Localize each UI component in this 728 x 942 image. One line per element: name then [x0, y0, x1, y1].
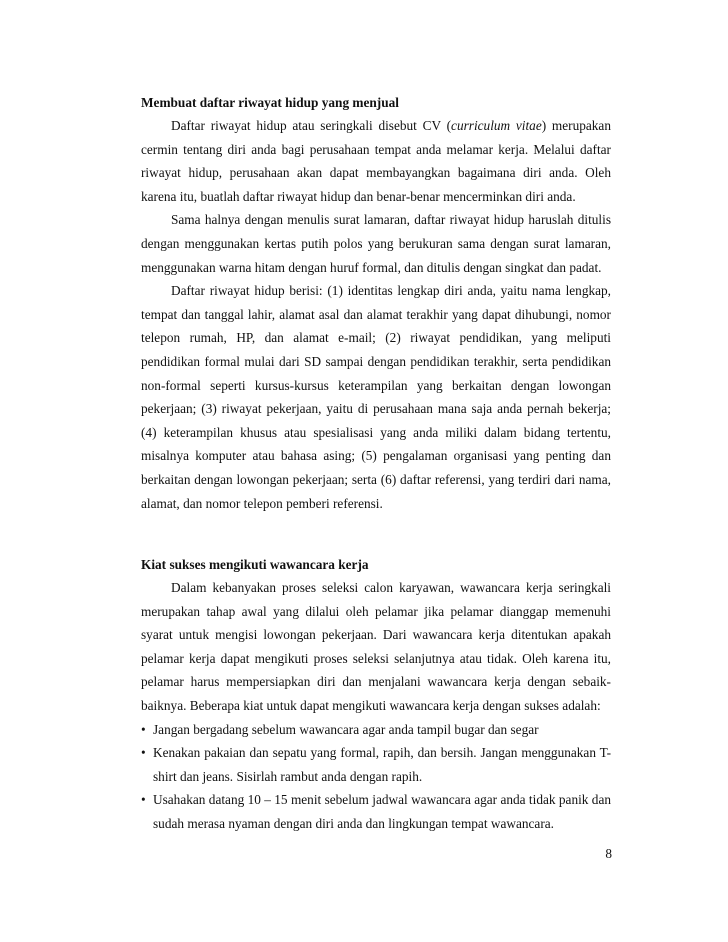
list-item	[141, 788, 611, 835]
italic-term: curriculum vitae	[451, 118, 542, 133]
section-heading-cv: Membuat daftar riwayat hidup yang menjual	[141, 95, 399, 110]
bullet-icon: •	[141, 745, 146, 761]
section-heading-interview: Kiat sukses mengikuti wawancara kerja	[141, 557, 369, 572]
section-cv	[141, 91, 611, 515]
paragraph-text: Daftar riwayat hidup atau seringkali disebut CV (	[171, 118, 452, 133]
bullet-icon: •	[141, 721, 146, 737]
list-item	[141, 741, 611, 788]
paragraph-cv-format: Sama halnya dengan menulis surat lamaran, daftar riwayat hidup haruslah ditulis dengan menggunakan kertas putih polos yang berukuran sama dengan surat lamaran, menggunakan warna hitam dengan huruf formal, dan ditulis dengan singkat dan padat.	[141, 212, 611, 275]
list-item	[141, 718, 611, 742]
bullet-icon: •	[141, 792, 146, 808]
paragraph-interview-intro: Dalam kebanyakan proses seleksi calon karyawan, wawancara kerja seringkali merupakan tahap awal yang dilalui oleh pelamar jika pelamar dianggap memenuhi syarat untuk mengisi lowongan pekerjaan. Dari wawancara kerja ditentukan apakah pelamar kerja dapat mengikuti proses seleksi selanjutnya atau tidak. Oleh karena itu, pelamar harus mempersiapkan diri dan menjalani wawancara kerja dengan sebaik-baiknya. Beberapa kiat untuk dapat mengikuti wawancara kerja dengan sukses adalah:	[141, 580, 611, 713]
page-number: 8	[605, 846, 612, 861]
list-item-text: Jangan bergadang sebelum wawancara agar anda tampil bugar dan segar	[153, 721, 539, 737]
paragraph-cv-intro	[141, 114, 611, 208]
list-item-text: Kenakan pakaian dan sepatu yang formal, rapih, dan bersih. Jangan menggunakan T-shirt dan jeans. Sisirlah rambut anda dengan rapih.	[153, 745, 611, 784]
list-item-text: Usahakan datang 10 – 15 menit sebelum jadwal wawancara agar anda tidak panik dan sudah merasa nyaman dengan diri anda dan lingkungan tempat wawancara.	[153, 792, 611, 831]
tips-list	[141, 718, 611, 836]
paragraph-text: ) merupakan cermin tentang diri anda bagi perusahaan tempat anda melamar kerja. Melalui daftar riwayat hidup, perusahaan akan dapat membayangkan bagaimana diri anda. Oleh karena itu, buatlah daftar riwayat hidup dan benar-benar mencerminkan diri anda.	[141, 118, 611, 204]
paragraph-cv-contents: Daftar riwayat hidup berisi: (1) identitas lengkap diri anda, yaitu nama lengkap, tempat dan tanggal lahir, alamat asal dan alamat terakhir yang dapat dihubungi, nomor telepon rumah, HP, dan alamat e-mail; (2) riwayat pendidikan, yang meliputi pendidikan formal mulai dari SD sampai dengan pendidikan terakhir, serta pendidikan non-formal seperti kursus-kursus keterampilan yang berkaitan dengan lowongan pekerjaan; (3) riwayat pekerjaan, yaitu di perusahaan mana saja anda pernah bekerja; (4) keterampilan khusus atau spesialisasi yang anda miliki dalam bidang tertentu, misalnya komputer atau bahasa asing; (5) pengalaman organisasi yang penting dan berkaitan dengan lowongan pekerjaan; serta (6) daftar referensi, yang terdiri dari nama, alamat, dan nomor telepon pemberi referensi.	[141, 283, 611, 511]
section-interview	[141, 553, 611, 836]
